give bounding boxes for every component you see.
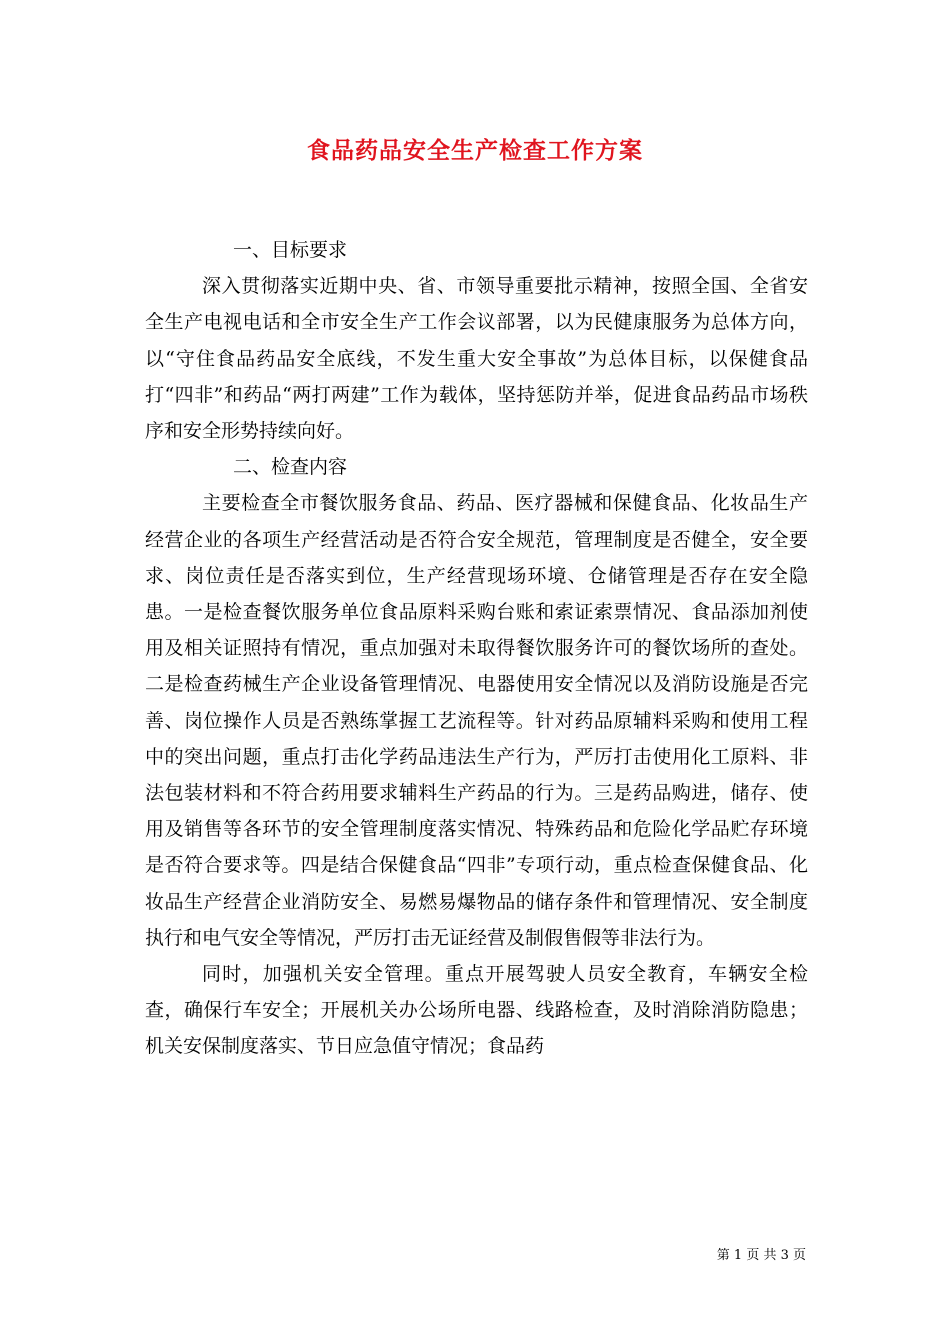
- document-body: [145, 232, 808, 1065]
- paragraph-goals: 深入贯彻落实近期中央、省、市领导重要批示精神，按照全国、全省安全生产电视电话和全市安全生产工作会议部署，以为民健康服务为总体方向，以“守住食品药品安全底线，不发生重大安全事故”为总体目标，以保健食品打“四非”和药品“两打两建”工作为载体，坚持惩防并举，促进食品药品市场秩序和安全形势持续向好。: [145, 275, 808, 443]
- paragraph-agency-safety: 同时，加强机关安全管理。重点开展驾驶人员安全教育，车辆安全检查，确保行车安全；开展机关办公场所电器、线路检查，及时消除消防隐患；机关安保制度落实、节日应急值守情况；食品药: [145, 963, 808, 1058]
- page-number: 第 1 页 共 3 页: [716, 1248, 806, 1263]
- document-title: 食品药品安全生产检查工作方案: [307, 137, 643, 164]
- section-heading-goals: 一、目标要求: [233, 239, 348, 261]
- paragraph-inspection-content: 主要检查全市餐饮服务食品、药品、医疗器械和保健食品、化妆品生产经营企业的各项生产经营活动是否符合安全规范，管理制度是否健全，安全要求、岗位责任是否落实到位，生产经营现场环境、仓储管理是否存在安全隐患。一是检查餐饮服务单位食品原料采购台账和索证索票情况、食品添加剂使用及相关证照持有情况，重点加强对未取得餐饮服务许可的餐饮场所的查处。二是检查药械生产企业设备管理情况、电器使用安全情况以及消防设施是否完善、岗位操作人员是否熟练掌握工艺流程等。针对药品原辅料采购和使用工程中的突出问题，重点打击化学药品违法生产行为，严厉打击使用化工原料、非法包装材料和不符合药用要求辅料生产药品的行为。三是药品购进，储存、使用及销售等各环节的安全管理制度落实情况、特殊药品和危险化学品贮存环境是否符合要求等。四是结合保健食品“四非”专项行动，重点检查保健食品、化妆品生产经营企业消防安全、易燃易爆物品的储存条件和管理情况、安全制度执行和电气安全等情况，严厉打击无证经营及制假售假等非法行为。: [145, 492, 808, 949]
- section-heading-inspection: 二、检查内容: [233, 456, 348, 479]
